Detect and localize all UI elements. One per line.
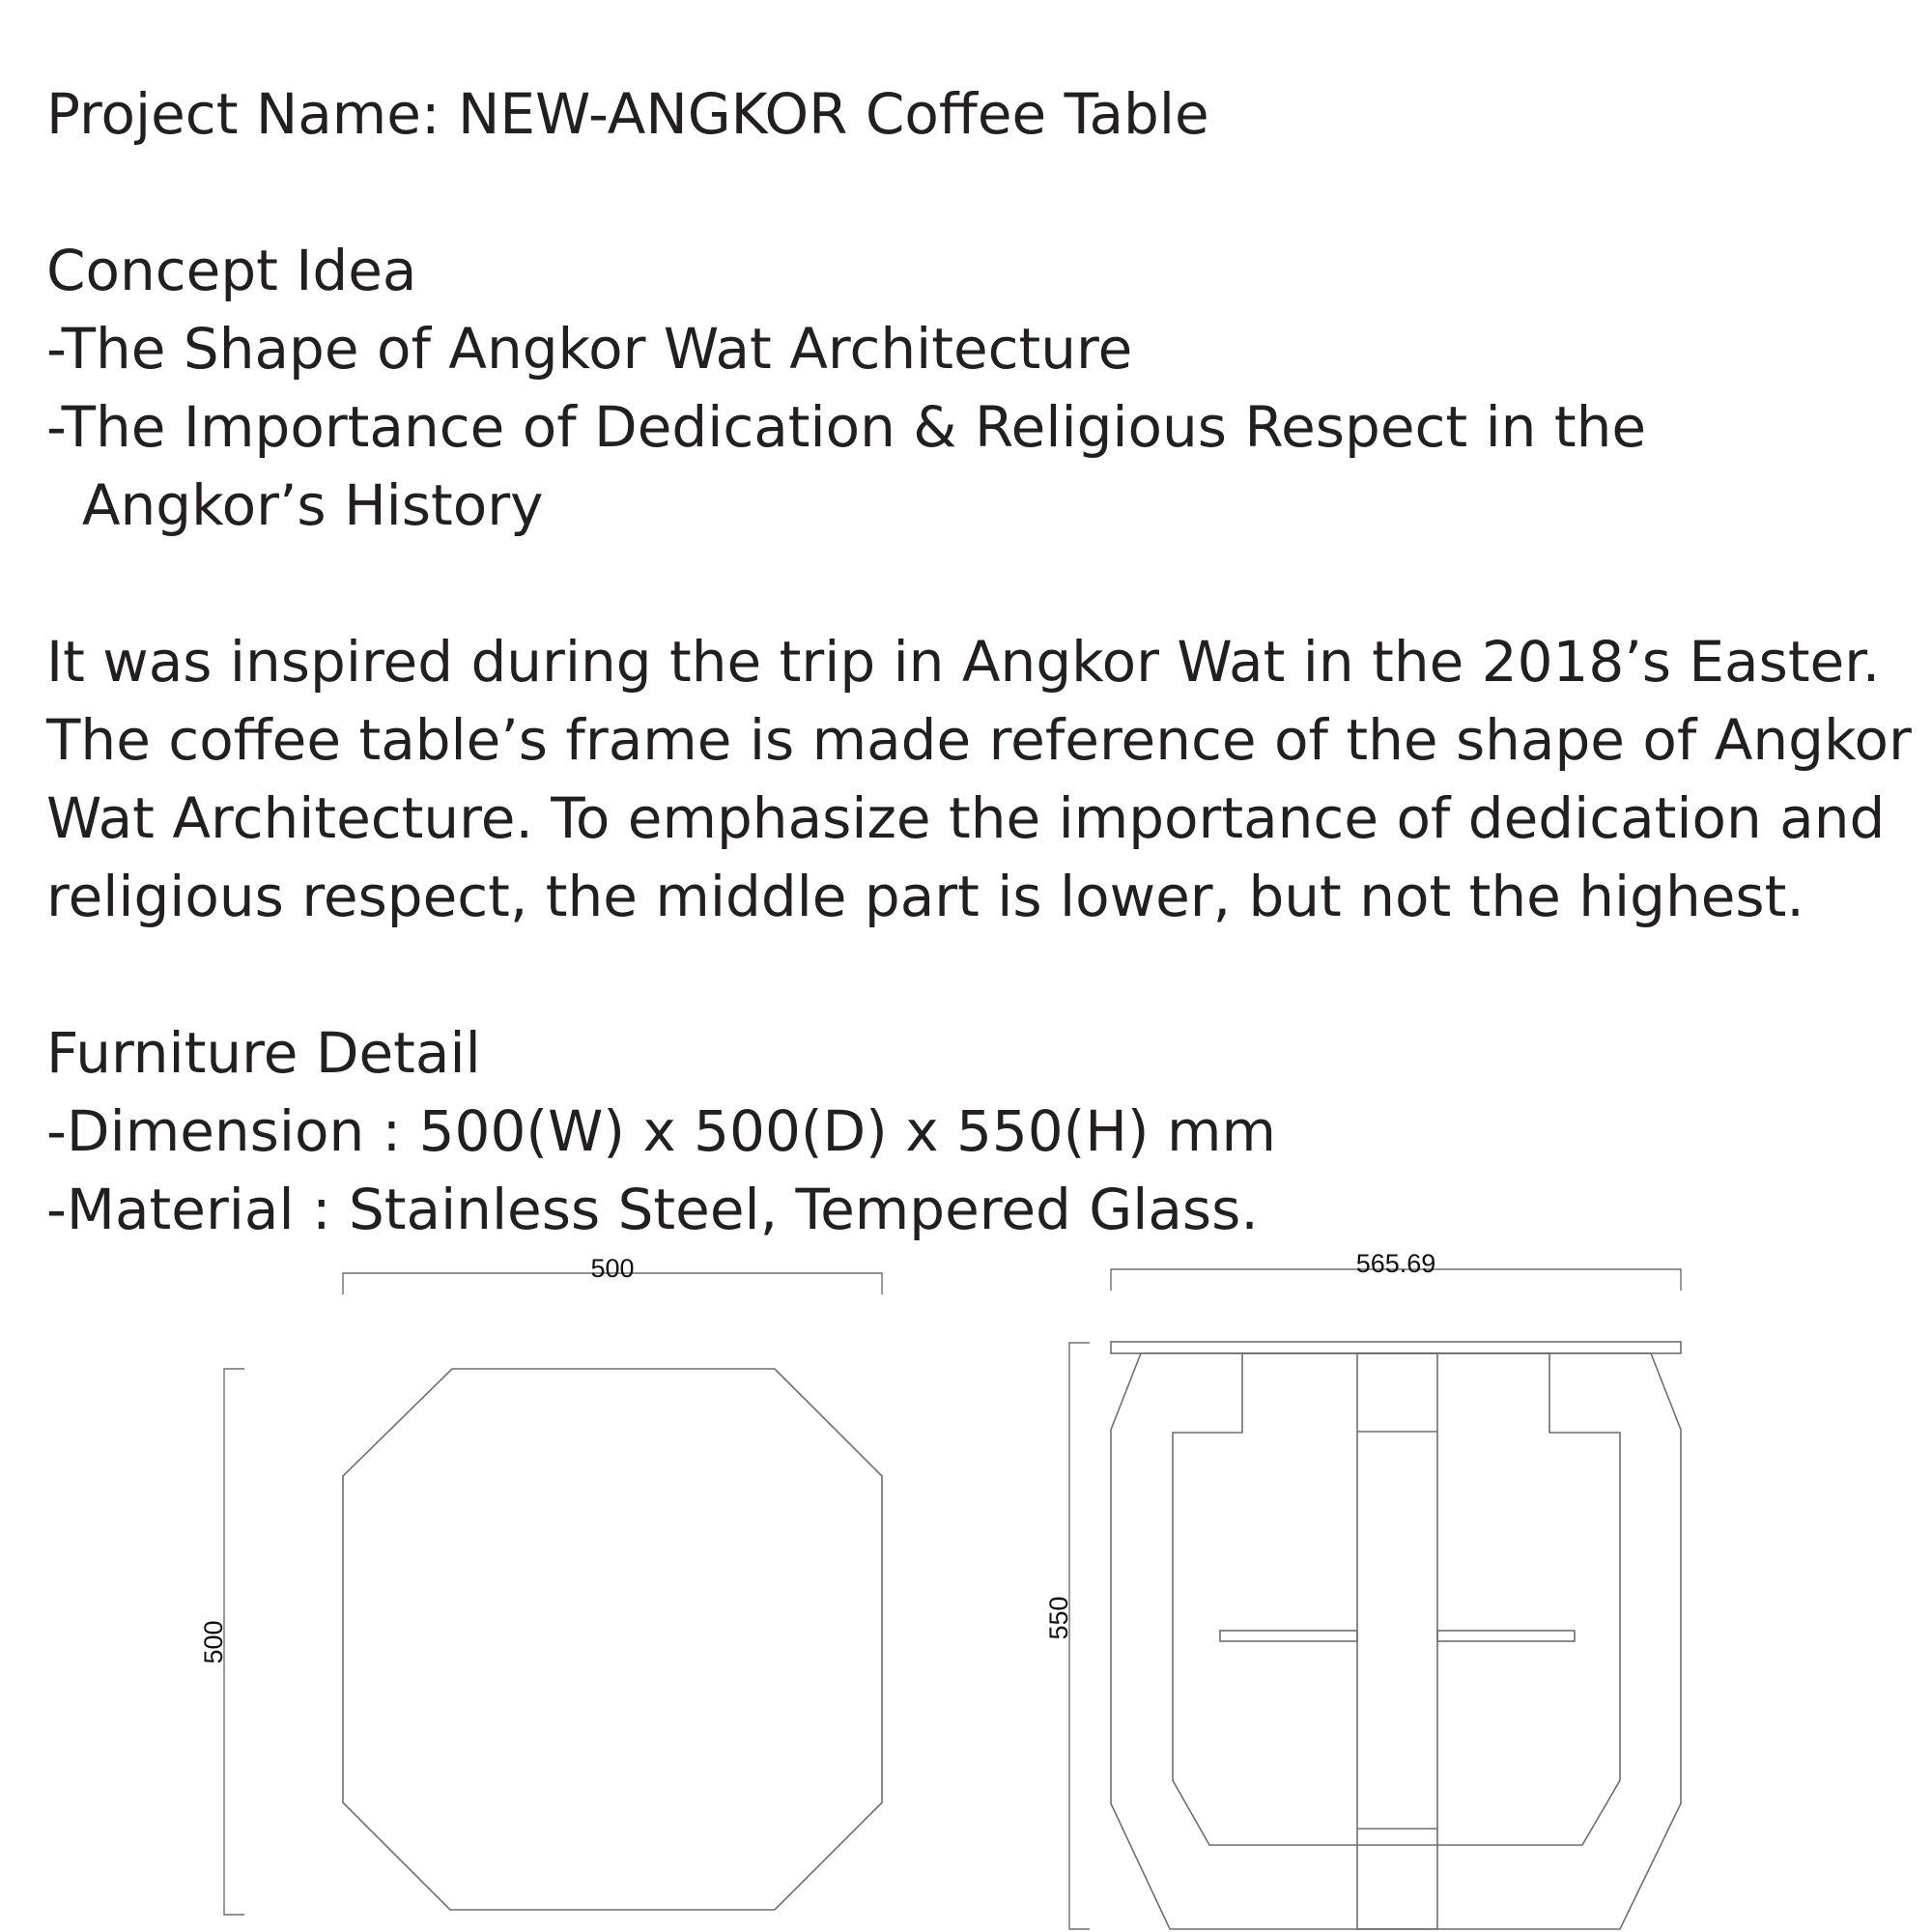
description-line-2: The coffee table’s frame is made reference of the shape of Angkor — [46, 707, 1912, 773]
furniture-material: -Material : Stainless Steel, Tempered Glass. — [46, 1177, 1259, 1242]
elevation-width-label: 565.69 — [1355, 1249, 1436, 1278]
elevation-view — [1044, 1249, 1681, 1929]
concept-point-1: -The Shape of Angkor Wat Architecture — [46, 316, 1133, 382]
description-line-3: Wat Architecture. To emphasize the importance of dedication and — [46, 785, 1886, 851]
elevation-outer-frame — [1111, 1353, 1681, 1929]
elevation-glass-top — [1111, 1342, 1681, 1353]
project-title: Project Name: NEW-ANGKOR Coffee Table — [46, 81, 1209, 147]
elevation-center-column — [1357, 1353, 1437, 1929]
furniture-heading: Furniture Detail — [46, 1020, 481, 1086]
elevation-height-label: 550 — [1044, 1596, 1073, 1640]
plan-width-label: 500 — [590, 1254, 635, 1283]
concept-point-3: Angkor’s History — [46, 472, 544, 538]
furniture-dimension: -Dimension : 500(W) x 500(D) x 550(H) mm — [46, 1098, 1276, 1164]
elevation-inner-frame — [1173, 1353, 1620, 1845]
elevation-left-shelf — [1220, 1631, 1357, 1641]
plan-depth-label: 500 — [199, 1620, 228, 1664]
plan-view — [199, 1254, 882, 1915]
concept-point-2: -The Importance of Dedication & Religious Respect in the — [46, 394, 1647, 460]
elevation-right-shelf — [1437, 1631, 1575, 1641]
plan-octagon-top — [343, 1369, 882, 1910]
description-line-4: religious respect, the middle part is lower, but not the highest. — [46, 864, 1804, 929]
description-line-1: It was inspired during the trip in Angkor Wat in the 2018’s Easter. — [46, 629, 1881, 695]
concept-heading: Concept Idea — [46, 238, 417, 303]
